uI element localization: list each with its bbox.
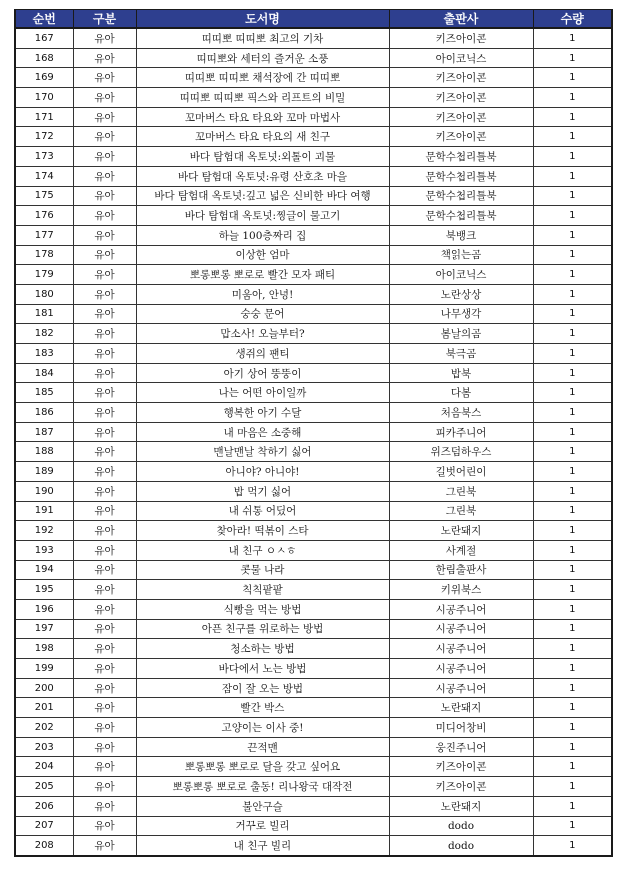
cell-publisher: 책읽는곰 — [389, 245, 533, 265]
cell-title: 띠띠뽀 띠띠뽀 픽스와 리프트의 비밀 — [136, 88, 389, 108]
cell-quantity: 1 — [533, 462, 612, 482]
cell-quantity: 1 — [533, 540, 612, 560]
cell-no: 196 — [15, 599, 73, 619]
cell-no: 198 — [15, 639, 73, 659]
cell-quantity: 1 — [533, 501, 612, 521]
cell-publisher: 북뱅크 — [389, 225, 533, 245]
cell-quantity: 1 — [533, 521, 612, 541]
cell-quantity: 1 — [533, 344, 612, 364]
cell-category: 유아 — [73, 383, 136, 403]
cell-title: 밥 먹기 싫어 — [136, 481, 389, 501]
table-row — [15, 284, 612, 304]
cell-title: 맙소사! 오늘부터? — [136, 324, 389, 344]
cell-no: 168 — [15, 48, 73, 68]
cell-publisher: 키즈아이콘 — [389, 777, 533, 797]
cell-quantity: 1 — [533, 363, 612, 383]
cell-quantity: 1 — [533, 678, 612, 698]
cell-quantity: 1 — [533, 88, 612, 108]
cell-quantity: 1 — [533, 48, 612, 68]
cell-no: 203 — [15, 737, 73, 757]
cell-title: 내 친구 빌리 — [136, 836, 389, 856]
cell-quantity: 1 — [533, 206, 612, 226]
cell-no: 185 — [15, 383, 73, 403]
table-row — [15, 698, 612, 718]
cell-title: 바다 탐험대 옥토넛:깊고 넓은 신비한 바다 여행 — [136, 186, 389, 206]
table-row — [15, 147, 612, 167]
table-row — [15, 186, 612, 206]
cell-publisher: 키위북스 — [389, 580, 533, 600]
cell-publisher: 시공주니어 — [389, 619, 533, 639]
cell-quantity: 1 — [533, 580, 612, 600]
cell-title: 내 마음은 소중해 — [136, 422, 389, 442]
table-row — [15, 639, 612, 659]
cell-quantity: 1 — [533, 28, 612, 48]
cell-publisher: 노란돼지 — [389, 698, 533, 718]
table-row — [15, 265, 612, 285]
cell-no: 183 — [15, 344, 73, 364]
cell-title: 식빵을 먹는 방법 — [136, 599, 389, 619]
table-row — [15, 757, 612, 777]
cell-quantity: 1 — [533, 659, 612, 679]
cell-title: 찾아라! 떡볶이 스타 — [136, 521, 389, 541]
table-row — [15, 540, 612, 560]
table-row — [15, 206, 612, 226]
cell-publisher: 길벗어린이 — [389, 462, 533, 482]
cell-category: 유아 — [73, 481, 136, 501]
cell-category: 유아 — [73, 619, 136, 639]
cell-title: 숭숭 문어 — [136, 304, 389, 324]
cell-category: 유아 — [73, 757, 136, 777]
cell-no: 201 — [15, 698, 73, 718]
cell-no: 181 — [15, 304, 73, 324]
cell-title: 끈적맨 — [136, 737, 389, 757]
cell-publisher: 그린북 — [389, 481, 533, 501]
cell-title: 빨간 박스 — [136, 698, 389, 718]
cell-no: 190 — [15, 481, 73, 501]
cell-no: 192 — [15, 521, 73, 541]
cell-title: 하늘 100층짜리 집 — [136, 225, 389, 245]
cell-no: 189 — [15, 462, 73, 482]
cell-title: 청소하는 방법 — [136, 639, 389, 659]
table-row — [15, 580, 612, 600]
cell-title: 미움아, 안녕! — [136, 284, 389, 304]
table-row — [15, 659, 612, 679]
cell-category: 유아 — [73, 166, 136, 186]
cell-category: 유아 — [73, 599, 136, 619]
cell-category: 유아 — [73, 501, 136, 521]
cell-quantity: 1 — [533, 619, 612, 639]
cell-category: 유아 — [73, 363, 136, 383]
cell-category: 유아 — [73, 659, 136, 679]
cell-quantity: 1 — [533, 284, 612, 304]
cell-publisher: 문학수첩리틀북 — [389, 147, 533, 167]
cell-quantity: 1 — [533, 639, 612, 659]
cell-quantity: 1 — [533, 560, 612, 580]
cell-publisher: dodo — [389, 816, 533, 836]
table-row — [15, 422, 612, 442]
cell-publisher: 나무생각 — [389, 304, 533, 324]
cell-publisher: 키즈아이콘 — [389, 757, 533, 777]
cell-quantity: 1 — [533, 422, 612, 442]
cell-no: 184 — [15, 363, 73, 383]
cell-publisher: 시공주니어 — [389, 639, 533, 659]
cell-quantity: 1 — [533, 698, 612, 718]
table-row — [15, 521, 612, 541]
cell-category: 유아 — [73, 88, 136, 108]
cell-category: 유아 — [73, 737, 136, 757]
cell-title: 바다 탐험대 옥토넛:유령 산호초 마을 — [136, 166, 389, 186]
table-row — [15, 796, 612, 816]
cell-no: 186 — [15, 403, 73, 423]
cell-category: 유아 — [73, 127, 136, 147]
cell-category: 유아 — [73, 836, 136, 856]
cell-publisher: 문학수첩리틀북 — [389, 166, 533, 186]
cell-title: 아기 상어 뚱뚱이 — [136, 363, 389, 383]
cell-no: 194 — [15, 560, 73, 580]
cell-publisher: 미디어창비 — [389, 718, 533, 738]
cell-publisher: 북극곰 — [389, 344, 533, 364]
cell-title: 거꾸로 빌리 — [136, 816, 389, 836]
cell-category: 유아 — [73, 344, 136, 364]
cell-no: 205 — [15, 777, 73, 797]
cell-title: 이상한 엄마 — [136, 245, 389, 265]
cell-quantity: 1 — [533, 324, 612, 344]
table-row — [15, 304, 612, 324]
table-row — [15, 166, 612, 186]
cell-title: 잠이 잘 오는 방법 — [136, 678, 389, 698]
cell-publisher: 시공주니어 — [389, 678, 533, 698]
table-row — [15, 619, 612, 639]
book-list-table — [14, 9, 613, 857]
cell-category: 유아 — [73, 324, 136, 344]
cell-quantity: 1 — [533, 225, 612, 245]
cell-no: 193 — [15, 540, 73, 560]
cell-no: 172 — [15, 127, 73, 147]
cell-title: 띠띠뽀와 세터의 즐거운 소풍 — [136, 48, 389, 68]
cell-title: 뽀롱뽀롱 뽀로로 출동! 리나왕국 대작전 — [136, 777, 389, 797]
cell-quantity: 1 — [533, 718, 612, 738]
cell-no: 175 — [15, 186, 73, 206]
cell-title: 띠띠뽀 띠띠뽀 채석장에 간 띠띠뽀 — [136, 68, 389, 88]
table-row — [15, 442, 612, 462]
table-row — [15, 107, 612, 127]
cell-no: 188 — [15, 442, 73, 462]
cell-no: 206 — [15, 796, 73, 816]
cell-category: 유아 — [73, 462, 136, 482]
cell-title: 콧물 나라 — [136, 560, 389, 580]
cell-publisher: 한림출판사 — [389, 560, 533, 580]
cell-no: 169 — [15, 68, 73, 88]
table-row — [15, 481, 612, 501]
cell-category: 유아 — [73, 225, 136, 245]
cell-title: 맨날맨날 착하기 싫어 — [136, 442, 389, 462]
cell-publisher: 다봄 — [389, 383, 533, 403]
cell-quantity: 1 — [533, 737, 612, 757]
table-row — [15, 462, 612, 482]
cell-publisher: 노란상상 — [389, 284, 533, 304]
cell-publisher: 키즈아이콘 — [389, 107, 533, 127]
cell-quantity: 1 — [533, 166, 612, 186]
cell-category: 유아 — [73, 28, 136, 48]
cell-quantity: 1 — [533, 442, 612, 462]
table-row — [15, 718, 612, 738]
cell-title: 띠띠뽀 띠띠뽀 최고의 기차 — [136, 28, 389, 48]
cell-no: 187 — [15, 422, 73, 442]
cell-title: 바다에서 노는 방법 — [136, 659, 389, 679]
cell-category: 유아 — [73, 540, 136, 560]
cell-publisher: 위즈덤하우스 — [389, 442, 533, 462]
cell-category: 유아 — [73, 284, 136, 304]
cell-quantity: 1 — [533, 127, 612, 147]
cell-title: 아픈 친구를 위로하는 방법 — [136, 619, 389, 639]
cell-no: 191 — [15, 501, 73, 521]
cell-title: 꼬마버스 타요 타요의 새 친구 — [136, 127, 389, 147]
table-row — [15, 501, 612, 521]
table-row — [15, 344, 612, 364]
cell-no: 174 — [15, 166, 73, 186]
cell-no: 195 — [15, 580, 73, 600]
cell-quantity: 1 — [533, 107, 612, 127]
cell-category: 유아 — [73, 698, 136, 718]
cell-publisher: 사계절 — [389, 540, 533, 560]
cell-no: 208 — [15, 836, 73, 856]
cell-category: 유아 — [73, 147, 136, 167]
cell-category: 유아 — [73, 403, 136, 423]
cell-publisher: 노란돼지 — [389, 521, 533, 541]
header-publisher: 출판사 — [389, 10, 533, 29]
cell-publisher: 그린북 — [389, 501, 533, 521]
cell-publisher: 봄날의곰 — [389, 324, 533, 344]
cell-quantity: 1 — [533, 777, 612, 797]
table-row — [15, 599, 612, 619]
cell-no: 179 — [15, 265, 73, 285]
cell-publisher: 문학수첩리틀북 — [389, 186, 533, 206]
cell-no: 173 — [15, 147, 73, 167]
cell-category: 유아 — [73, 422, 136, 442]
cell-title: 바다 탐험대 옥토넛:외톨이 괴물 — [136, 147, 389, 167]
cell-title: 내 쉬통 어딨어 — [136, 501, 389, 521]
cell-quantity: 1 — [533, 599, 612, 619]
cell-category: 유아 — [73, 265, 136, 285]
cell-quantity: 1 — [533, 186, 612, 206]
cell-category: 유아 — [73, 580, 136, 600]
cell-no: 207 — [15, 816, 73, 836]
cell-title: 바다 탐험대 옥토넛:찡글이 물고기 — [136, 206, 389, 226]
cell-title: 생쥐의 팬티 — [136, 344, 389, 364]
cell-category: 유아 — [73, 245, 136, 265]
cell-title: 뽀롱뽀롱 뽀로로 빨간 모자 패티 — [136, 265, 389, 285]
cell-quantity: 1 — [533, 383, 612, 403]
cell-title: 내 친구 ㅇㅅㅎ — [136, 540, 389, 560]
header-no: 순번 — [15, 10, 73, 29]
table-row — [15, 836, 612, 856]
cell-publisher: 키즈아이콘 — [389, 88, 533, 108]
cell-quantity: 1 — [533, 245, 612, 265]
cell-category: 유아 — [73, 560, 136, 580]
cell-no: 204 — [15, 757, 73, 777]
cell-title: 아니야? 아니야! — [136, 462, 389, 482]
header-category: 구분 — [73, 10, 136, 29]
header-quantity: 수량 — [533, 10, 612, 29]
cell-quantity: 1 — [533, 836, 612, 856]
cell-quantity: 1 — [533, 68, 612, 88]
cell-category: 유아 — [73, 521, 136, 541]
cell-title: 고양이는 이사 중! — [136, 718, 389, 738]
table-row — [15, 324, 612, 344]
cell-quantity: 1 — [533, 147, 612, 167]
cell-publisher: dodo — [389, 836, 533, 856]
cell-no: 197 — [15, 619, 73, 639]
cell-quantity: 1 — [533, 304, 612, 324]
table-row — [15, 777, 612, 797]
cell-quantity: 1 — [533, 265, 612, 285]
cell-category: 유아 — [73, 816, 136, 836]
table-row — [15, 88, 612, 108]
cell-no: 167 — [15, 28, 73, 48]
cell-publisher: 시공주니어 — [389, 659, 533, 679]
cell-category: 유아 — [73, 68, 136, 88]
cell-no: 176 — [15, 206, 73, 226]
cell-title: 불안구슬 — [136, 796, 389, 816]
cell-title: 뽀롱뽀롱 뽀로로 달을 갖고 싶어요 — [136, 757, 389, 777]
cell-no: 200 — [15, 678, 73, 698]
cell-category: 유아 — [73, 107, 136, 127]
table-row — [15, 68, 612, 88]
cell-no: 177 — [15, 225, 73, 245]
table-row — [15, 127, 612, 147]
header-row — [15, 10, 612, 29]
cell-publisher: 처음북스 — [389, 403, 533, 423]
cell-category: 유아 — [73, 678, 136, 698]
cell-category: 유아 — [73, 442, 136, 462]
cell-quantity: 1 — [533, 481, 612, 501]
cell-publisher: 아이코닉스 — [389, 265, 533, 285]
cell-publisher: 키즈아이콘 — [389, 127, 533, 147]
table-row — [15, 816, 612, 836]
cell-publisher: 밥북 — [389, 363, 533, 383]
table-row — [15, 737, 612, 757]
cell-publisher: 웅진주니어 — [389, 737, 533, 757]
cell-publisher: 아이코닉스 — [389, 48, 533, 68]
cell-category: 유아 — [73, 718, 136, 738]
cell-no: 202 — [15, 718, 73, 738]
cell-no: 171 — [15, 107, 73, 127]
cell-quantity: 1 — [533, 403, 612, 423]
cell-no: 178 — [15, 245, 73, 265]
cell-category: 유아 — [73, 206, 136, 226]
cell-quantity: 1 — [533, 816, 612, 836]
cell-quantity: 1 — [533, 796, 612, 816]
cell-category: 유아 — [73, 639, 136, 659]
cell-no: 180 — [15, 284, 73, 304]
cell-quantity: 1 — [533, 757, 612, 777]
cell-no: 182 — [15, 324, 73, 344]
table-row — [15, 225, 612, 245]
cell-publisher: 시공주니어 — [389, 599, 533, 619]
table-row — [15, 245, 612, 265]
cell-publisher: 키즈아이콘 — [389, 68, 533, 88]
cell-publisher: 키즈아이콘 — [389, 28, 533, 48]
cell-title: 꼬마버스 타요 타요와 꼬마 마법사 — [136, 107, 389, 127]
cell-title: 나는 어떤 아이일까 — [136, 383, 389, 403]
cell-title: 행복한 아기 수달 — [136, 403, 389, 423]
cell-publisher: 문학수첩리틀북 — [389, 206, 533, 226]
table-row — [15, 403, 612, 423]
table-row — [15, 48, 612, 68]
cell-title: 칙칙팥팥 — [136, 580, 389, 600]
cell-category: 유아 — [73, 48, 136, 68]
table-body — [15, 28, 612, 856]
cell-category: 유아 — [73, 304, 136, 324]
table-row — [15, 383, 612, 403]
cell-publisher: 노란돼지 — [389, 796, 533, 816]
cell-category: 유아 — [73, 796, 136, 816]
cell-category: 유아 — [73, 186, 136, 206]
table-row — [15, 28, 612, 48]
cell-category: 유아 — [73, 777, 136, 797]
cell-no: 170 — [15, 88, 73, 108]
header-title: 도서명 — [136, 10, 389, 29]
cell-publisher: 피카주니어 — [389, 422, 533, 442]
table-row — [15, 678, 612, 698]
table-row — [15, 560, 612, 580]
table-row — [15, 363, 612, 383]
cell-no: 199 — [15, 659, 73, 679]
